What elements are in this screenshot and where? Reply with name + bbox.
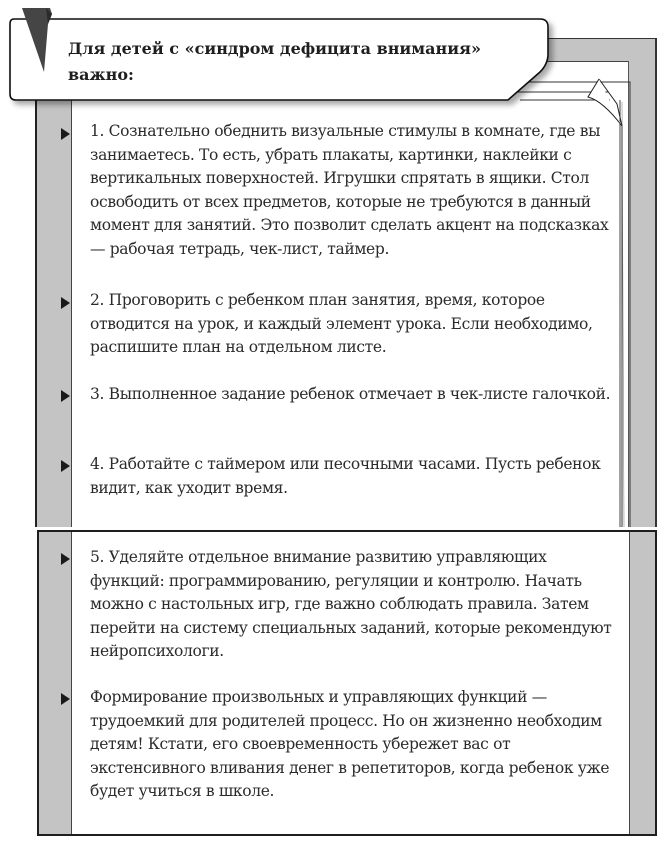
bullet-icon (61, 693, 70, 705)
callout-title: Для детей с «синдром дефицита внимания» важно: (68, 39, 481, 84)
bullet-icon (61, 460, 70, 472)
callout-box (8, 14, 553, 106)
list-item-1: 1. Сознательно обеднить визуальные стимулы в комнате, где вы занимаетесь. То есть, убрать плакаты, картинки, наклейки с вертикальных поверхностей. Игрушки спрятать в ящики. Стол освободить от всех предметов, которые не требуются в данный момент для занятий. Это позволит сделать акцент на подсказках — рабочая тетрадь, чек-лист, таймер. (90, 122, 609, 258)
ribbon-tab-icon (22, 8, 62, 78)
list-item-conclusion: Формирование произвольных и управляющих функций — трудоемкий для родителей процесс. Но он жизненно необходим детям! Кстати, его своевременность убережет вас от экстенсивного вливания денег в репетиторов, когда ребенок уже будет учиться в школе. (90, 688, 610, 800)
list-item-3: 3. Выполненное задание ребенок отмечает в чек-листе галочкой. (90, 385, 611, 403)
list-item-4: 4. Работайте с таймером или песочными часами. Пусть ребенок видит, как уходит время. (90, 455, 601, 497)
bullet-icon (61, 390, 70, 402)
list-item-5: 5. Уделяйте отдельное внимание развитию управляющих функций: программированию, регуляции и контролю. Начать можно с настольных игр, где важно соблюдать правила. Затем перейти на систему специальных заданий, которые рекомендуют нейропсихологи. (90, 548, 612, 660)
bullet-icon (61, 297, 70, 309)
bullet-icon (61, 128, 70, 140)
list-item-2: 2. Проговорить с ребенком план занятия, время, которое отводится на урок, и каждый элемент урока. Если необходимо, распишите план на отдельном листе. (90, 291, 593, 356)
bullet-icon (61, 553, 70, 565)
